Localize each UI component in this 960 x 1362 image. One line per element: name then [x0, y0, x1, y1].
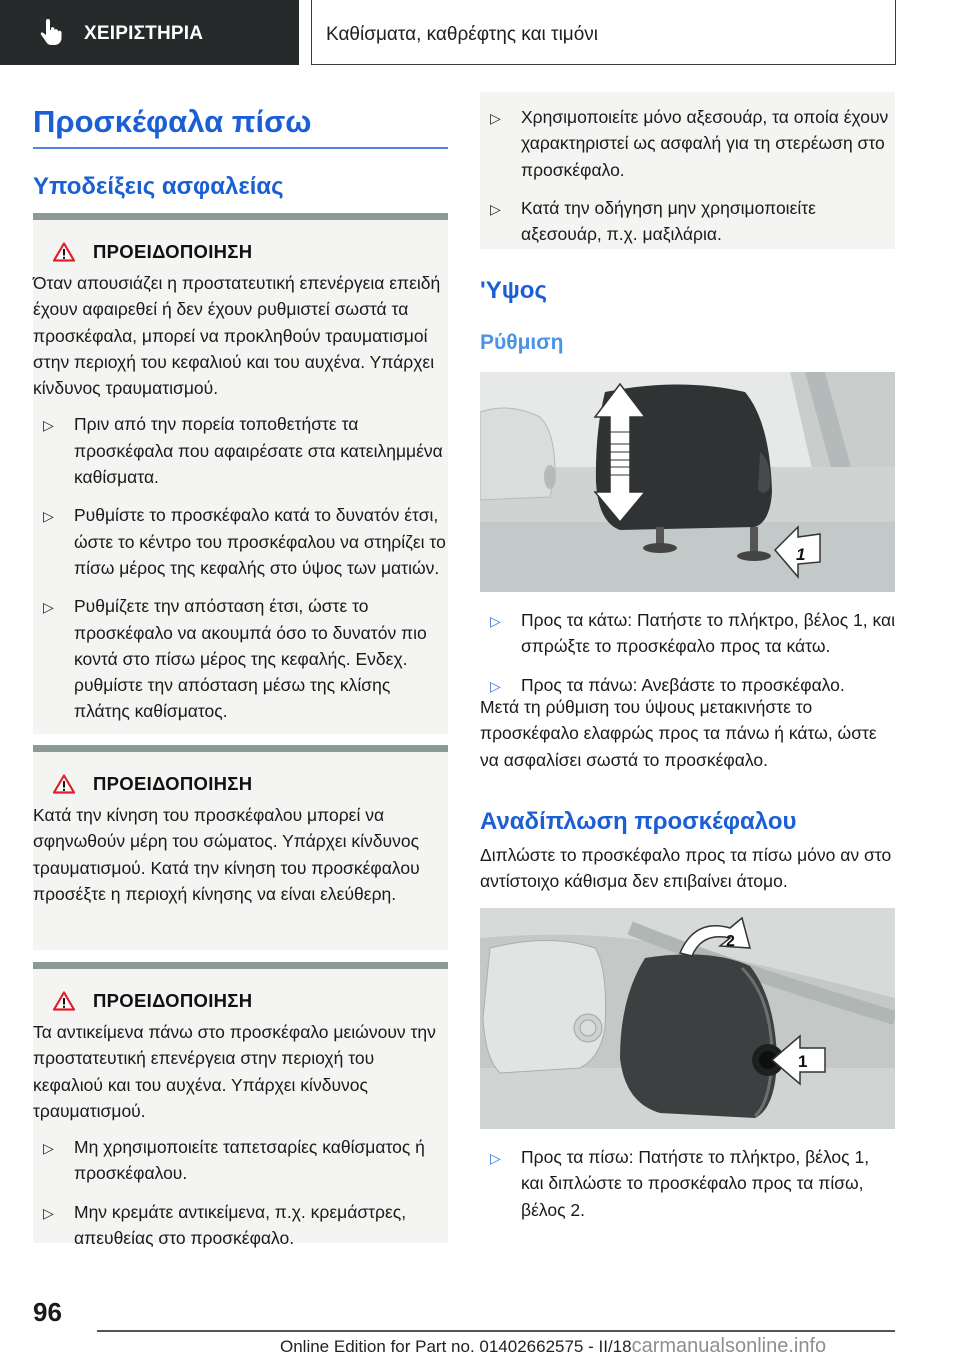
- title-divider: [33, 147, 448, 149]
- warning-label: ΠΡΟΕΙΔΟΠΟΙΗΣΗ: [93, 990, 253, 1011]
- bullet-triangle-icon: ▷: [43, 417, 54, 434]
- warning-box: [33, 213, 448, 734]
- section-heading-height: 'Υψος: [480, 277, 547, 304]
- fold-text: Διπλώστε το προσκέφαλο προς τα πίσω μόνο αν στο αντίστοιχο κάθισμα δεν επιβαίνει άτομο.: [480, 845, 892, 892]
- warning-box: [33, 962, 448, 1249]
- bullet-triangle-icon: ▷: [490, 200, 501, 217]
- warning-bar: [33, 213, 448, 220]
- svg-text:2: 2: [726, 933, 735, 950]
- list-item: ▷ Μην κρεμάτε αντικείμενα, π.χ. κρεμάστρες, απευθείας στο προσκέφαλο.: [43, 1201, 407, 1249]
- pointing-hand-icon: [40, 19, 64, 45]
- bullet-triangle-icon: ▷: [490, 110, 501, 126]
- bullet-triangle-icon: ▷: [43, 508, 54, 525]
- bullet-triangle-icon: ▷: [43, 1204, 54, 1221]
- section-tab[interactable]: [0, 0, 299, 65]
- headrest-fold-illustration: [480, 908, 895, 1129]
- warning-label: ΠΡΟΕΙΔΟΠΟΙΗΣΗ: [93, 773, 253, 794]
- headrest-height-figure: [480, 372, 895, 592]
- warning-box: [33, 745, 448, 950]
- bullet-triangle-icon: ▷: [490, 1150, 501, 1166]
- headrest-fold-figure: [480, 908, 895, 1129]
- warning-text: Όταν απουσιάζει η προστατευτική επενέργεια επειδή έχουν αφαιρεθεί ή δεν έχουν ρυθμιστεί σωστά τα προσκέφαλα, μπορεί να προκληθούν τραυματισμοί στην περιοχή του κεφαλιού και του αυχένα. Υπάρχει κίνδυνος τραυματισμού.: [33, 273, 441, 399]
- list-item: ▷ Μη χρησιμοποιείτε ταπετσαρίες καθίσματος ή προσκέφαλου.: [43, 1137, 425, 1184]
- warning-triangle-icon: [53, 991, 75, 1011]
- warning-triangle-icon: [53, 242, 75, 262]
- list-item: ▷ Προς τα κάτω: Πατήστε το πλήκτρο, βέλος 1, και σπρώξτε το προσκέφαλο προς τα κάτω.: [490, 610, 896, 657]
- section-heading-fold: Αναδίπλωση προσκέφαλου: [480, 808, 797, 835]
- svg-text:1: 1: [798, 1052, 808, 1071]
- breadcrumb-text: Καθίσματα, καθρέφτης και τιμόνι: [326, 24, 599, 45]
- list-item: ▷ Προς τα πάνω: Ανεβάστε το προσκέφαλο.: [480, 672, 896, 698]
- warning-box-continued: [480, 92, 895, 249]
- warning-text: Τα αντικείμενα πάνω στο προσκέφαλο μειώνουν την προστατευτική επενέργεια στην περιοχή του κεφαλιού και του αυχένα. Υπάρχει κίνδυνος τραυματισμού.: [33, 1022, 436, 1121]
- bullet-triangle-icon: ▷: [490, 613, 501, 629]
- adjust-note: Μετά τη ρύθμιση του ύψους μετακινήστε το προσκέφαλο ελαφρώς προς τα πάνω ή κάτω, ώστε να ασφαλίσει σωστά το προσκέφαλο.: [480, 697, 877, 770]
- footer-divider: [97, 1330, 895, 1332]
- warning-label: ΠΡΟΕΙΔΟΠΟΙΗΣΗ: [93, 241, 253, 262]
- page-title: Προσκέφαλα πίσω: [33, 104, 312, 139]
- subsection-heading-adjust: Ρύθμιση: [480, 331, 564, 354]
- bullet-triangle-icon: ▷: [43, 1140, 54, 1157]
- bullet-triangle-icon: ▷: [490, 677, 501, 694]
- watermark: carmanualsonline.info: [631, 1335, 827, 1357]
- edition-text: Online Edition for Part no. 01402662575 - II/18: [280, 1337, 632, 1356]
- bullet-triangle-icon: ▷: [43, 599, 54, 616]
- list-item: ▷ Ρυθμίζετε την απόσταση έτσι, ώστε το προσκέφαλο να ακουμπά όσο το δυνατόν πιο κοντά στο πίσω μέρος της κεφαλής. Ενδεχ. ρυθμίστε την απόσταση μέσω της κλίσης πλάτης καθίσματος.: [43, 596, 427, 722]
- footer-edition: [280, 1335, 826, 1358]
- list-item: ▷ Πριν από την πορεία τοποθετήστε τα προσκέφαλα που αφαιρέσατε στα κατειλημμένα καθίσματα.: [43, 414, 443, 488]
- breadcrumb: [311, 0, 896, 65]
- warning-text: Κατά την κίνηση του προσκέφαλου μπορεί να σφηνωθούν μέρη του σώματος. Υπάρχει κίνδυνος τραυματισμού. Κατά την κίνηση του προσκέφαλου προσέξτε η περιοχή κίνησης να είναι ελεύθερη.: [33, 805, 420, 904]
- section-title: ΧΕΙΡΙΣΤΗΡΙΑ: [84, 23, 204, 44]
- svg-text:1: 1: [796, 545, 806, 564]
- section-heading-safety: Υποδείξεις ασφαλείας: [33, 173, 284, 200]
- page-number: 96: [33, 1297, 62, 1327]
- list-item: ▷ Ρυθμίστε το προσκέφαλο κατά το δυνατόν έτσι, ώστε το κέντρο του προσκέφαλου να στηρίζει το πίσω μέρος της κεφαλής στο ύψος των ματιών.: [43, 505, 446, 578]
- warning-bar: [33, 745, 448, 752]
- headrest-height-illustration: [480, 372, 895, 592]
- list-item: ▷ Χρησιμοποιείτε μόνο αξεσουάρ, τα οποία έχουν χαρακτηριστεί ως ασφαλή για τη στερέωση στο προσκέφαλο.: [490, 107, 889, 180]
- warning-triangle-icon: [53, 774, 75, 794]
- list-item: ▷ Κατά την οδήγηση μην χρησιμοποιείτε αξεσουάρ, π.χ. μαξιλάρια.: [490, 197, 816, 245]
- warning-bar: [33, 962, 448, 969]
- list-item: ▷ Προς τα πίσω: Πατήστε το πλήκτρο, βέλος 1, και διπλώστε το προσκέφαλο προς τα πίσω, βέλος 2.: [490, 1147, 870, 1220]
